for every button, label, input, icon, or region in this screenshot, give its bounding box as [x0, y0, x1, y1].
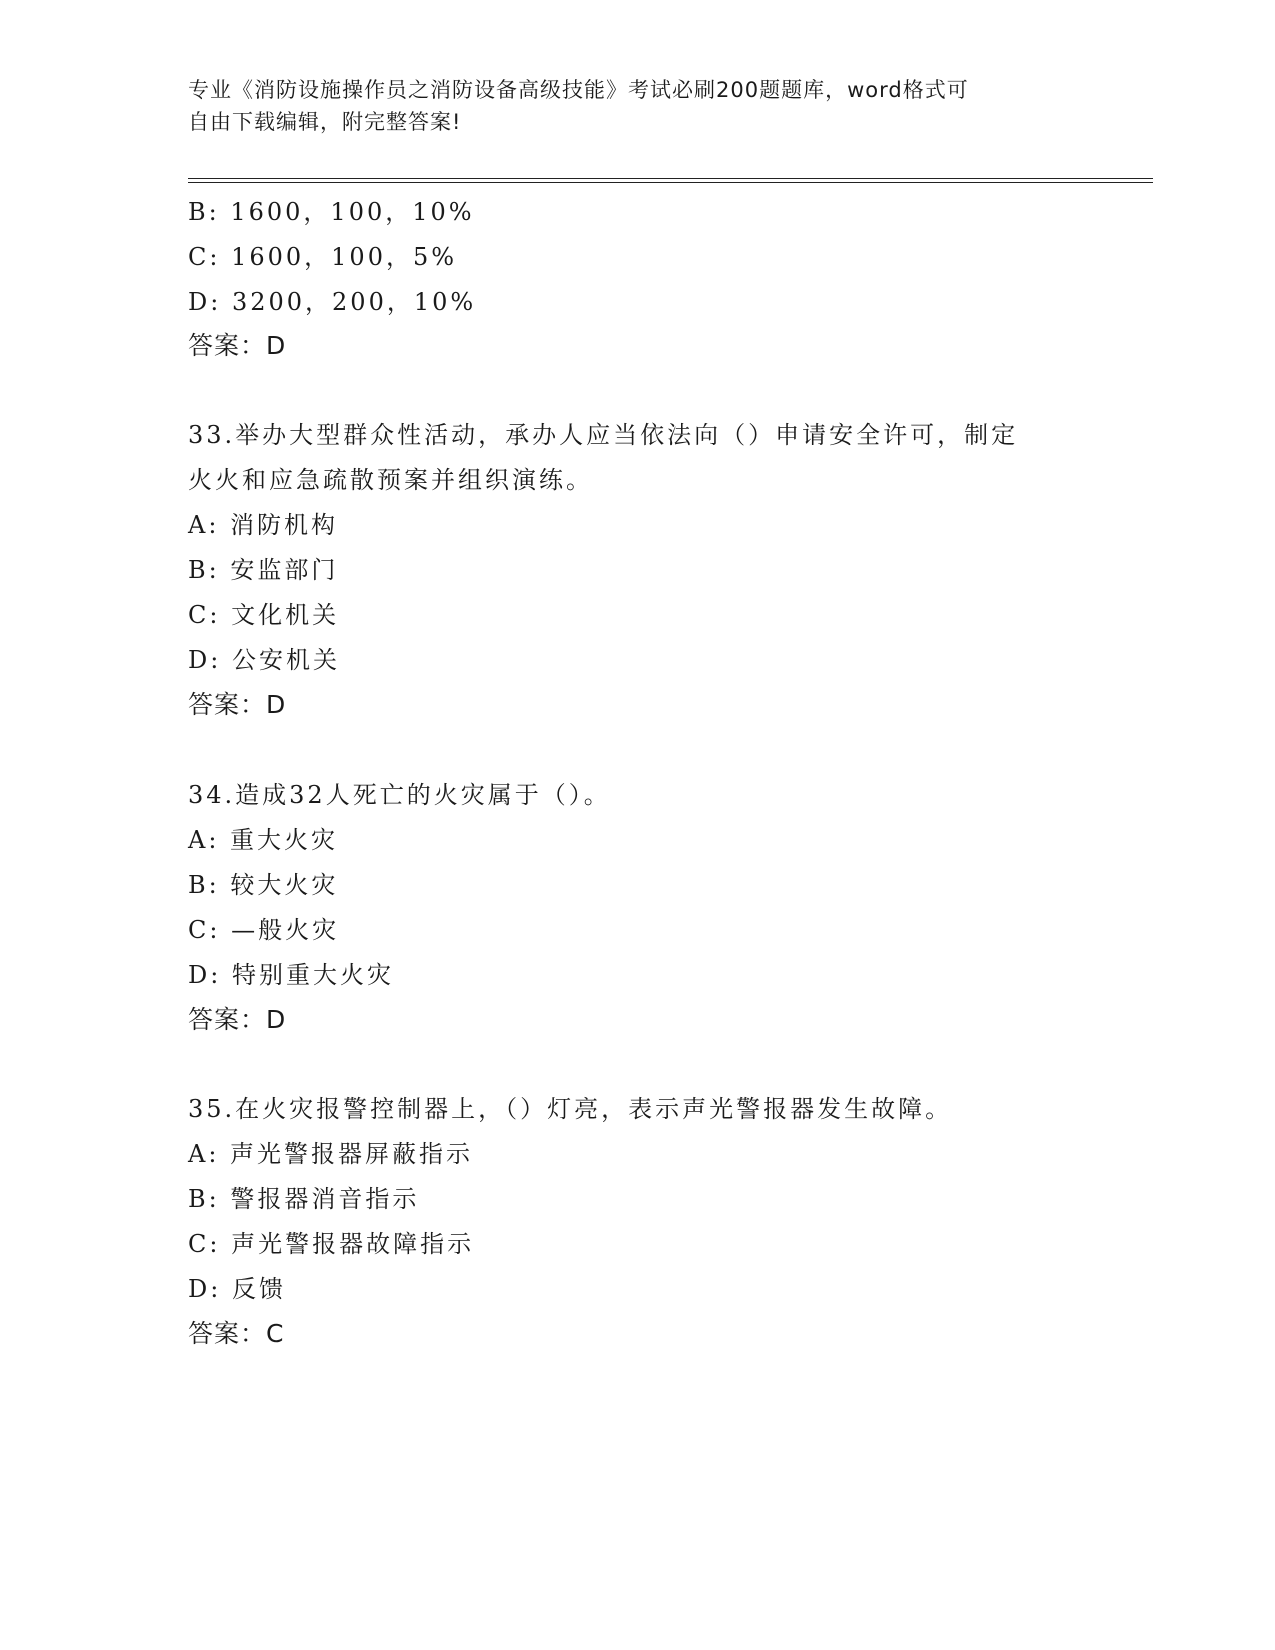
option-c: C: 声光警报器故障指示 — [188, 1230, 475, 1258]
option-b: B: 安监部门 — [188, 556, 339, 584]
header-divider-bottom — [188, 182, 1153, 183]
header-line-2: 自由下载编辑，附完整答案! — [188, 110, 462, 134]
header-line-1: 专业《消防设施操作员之消防设备高级技能》考试必刷200题题库，word格式可 — [188, 78, 969, 102]
option-c: C: 文化机关 — [188, 601, 340, 629]
option-d: D: 特别重大火灾 — [188, 961, 394, 989]
answer-label: 答案：D — [188, 690, 287, 719]
option-d: D: 3200，200，10% — [188, 288, 477, 316]
option-c: C: —般火灾 — [188, 916, 340, 944]
question-stem: 33.举办大型群众性活动，承办人应当依法向（）申请安全许可，制定 — [188, 421, 1019, 449]
option-d: D: 反馈 — [188, 1275, 286, 1303]
question-stem-continued: 火火和应急疏散预案并组织演练。 — [188, 466, 593, 494]
option-c: C: 1600，100，5% — [188, 243, 458, 271]
option-a: A: 消防机构 — [188, 511, 339, 539]
question-stem: 35.在火灾报警控制器上，（）灯亮，表示声光警报器发生故障。 — [188, 1095, 953, 1123]
option-a: A: 声光警报器屏蔽指示 — [188, 1140, 474, 1168]
option-a: A: 重大火灾 — [188, 826, 339, 854]
option-b: B: 较大火灾 — [188, 871, 339, 899]
option-b: B: 1600，100，10% — [188, 198, 475, 226]
question-stem: 34.造成32人死亡的火灾属于（）。 — [188, 781, 611, 809]
option-b: B: 警报器消音指示 — [188, 1185, 420, 1213]
answer-label: 答案：C — [188, 1319, 285, 1348]
answer-label: 答案：D — [188, 1005, 287, 1034]
option-d: D: 公安机关 — [188, 646, 340, 674]
header-divider-top — [188, 178, 1153, 179]
document-header — [188, 74, 1088, 138]
answer-label: 答案：D — [188, 331, 287, 360]
